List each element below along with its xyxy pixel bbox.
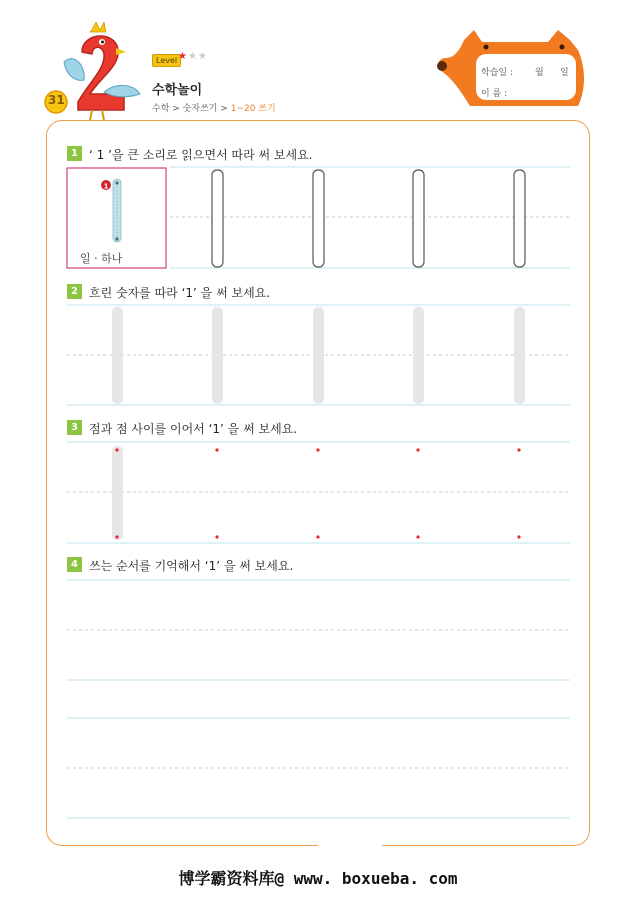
outline-digit-one (212, 170, 223, 267)
stroke-order-number: 1 (103, 182, 109, 191)
faint-digit-one (514, 307, 525, 404)
section-2-number: 2 (67, 284, 82, 299)
section-2-guides (67, 305, 570, 405)
section-3-instruction: 점과 점 사이를 이어서 ‘1’ 을 써 보세요. (89, 422, 298, 436)
faint-digit-one (212, 307, 223, 404)
page-title: 수학놀이 (152, 83, 203, 98)
star-empty-icon: ★★ (187, 51, 208, 62)
end-dot (416, 535, 419, 538)
start-dot (517, 448, 520, 451)
start-dot (115, 448, 118, 451)
faint-digit-one (112, 446, 123, 540)
unit-number-badge: 31 (48, 93, 65, 107)
section-3-number: 3 (67, 420, 82, 435)
outline-digit-one (514, 170, 525, 267)
section-1-guides (67, 167, 570, 268)
start-dot (215, 448, 218, 451)
level-badge: Level (152, 54, 181, 67)
section-4-number: 4 (67, 557, 82, 572)
study-date-label: 학습일 : (481, 68, 513, 78)
name-label: 이 름 : (481, 89, 508, 99)
star-filled-icon: ★ (178, 51, 188, 62)
faint-digit-one (313, 307, 324, 404)
section-3-guides (67, 442, 570, 543)
section-2-instruction: 흐린 숫자를 따라 ‘1’ 을 써 보세요. (89, 286, 271, 300)
footer-watermark: 博学霸资料库@ www. boxueba. com (178, 869, 458, 888)
day-label: 일 (560, 68, 569, 78)
section-1-instruction: ‘ 1 ’을 큰 소리로 읽으면서 따라 써 보세요. (89, 148, 313, 162)
start-dot (316, 448, 319, 451)
end-dot (215, 535, 218, 538)
end-dot (115, 535, 118, 538)
model-caption: 일 · 하나 (80, 252, 123, 265)
faint-digit-one (112, 307, 123, 404)
end-dot (517, 535, 520, 538)
section-1-number: 1 (67, 146, 82, 161)
outline-digit-one (313, 170, 324, 267)
start-dot (416, 448, 419, 451)
breadcrumb-path: 수학 > 숫자쓰기 > (152, 104, 231, 114)
faint-digit-one (413, 307, 424, 404)
section-4-guides (67, 580, 570, 818)
end-dot (316, 535, 319, 538)
breadcrumb-current: 1~20 쓰기 (230, 104, 276, 114)
section-4-instruction: 쓰는 순서를 기억해서 ‘1’ 을 써 보세요. (89, 559, 294, 573)
month-label: 월 (535, 68, 544, 78)
outline-digit-one (413, 170, 424, 267)
